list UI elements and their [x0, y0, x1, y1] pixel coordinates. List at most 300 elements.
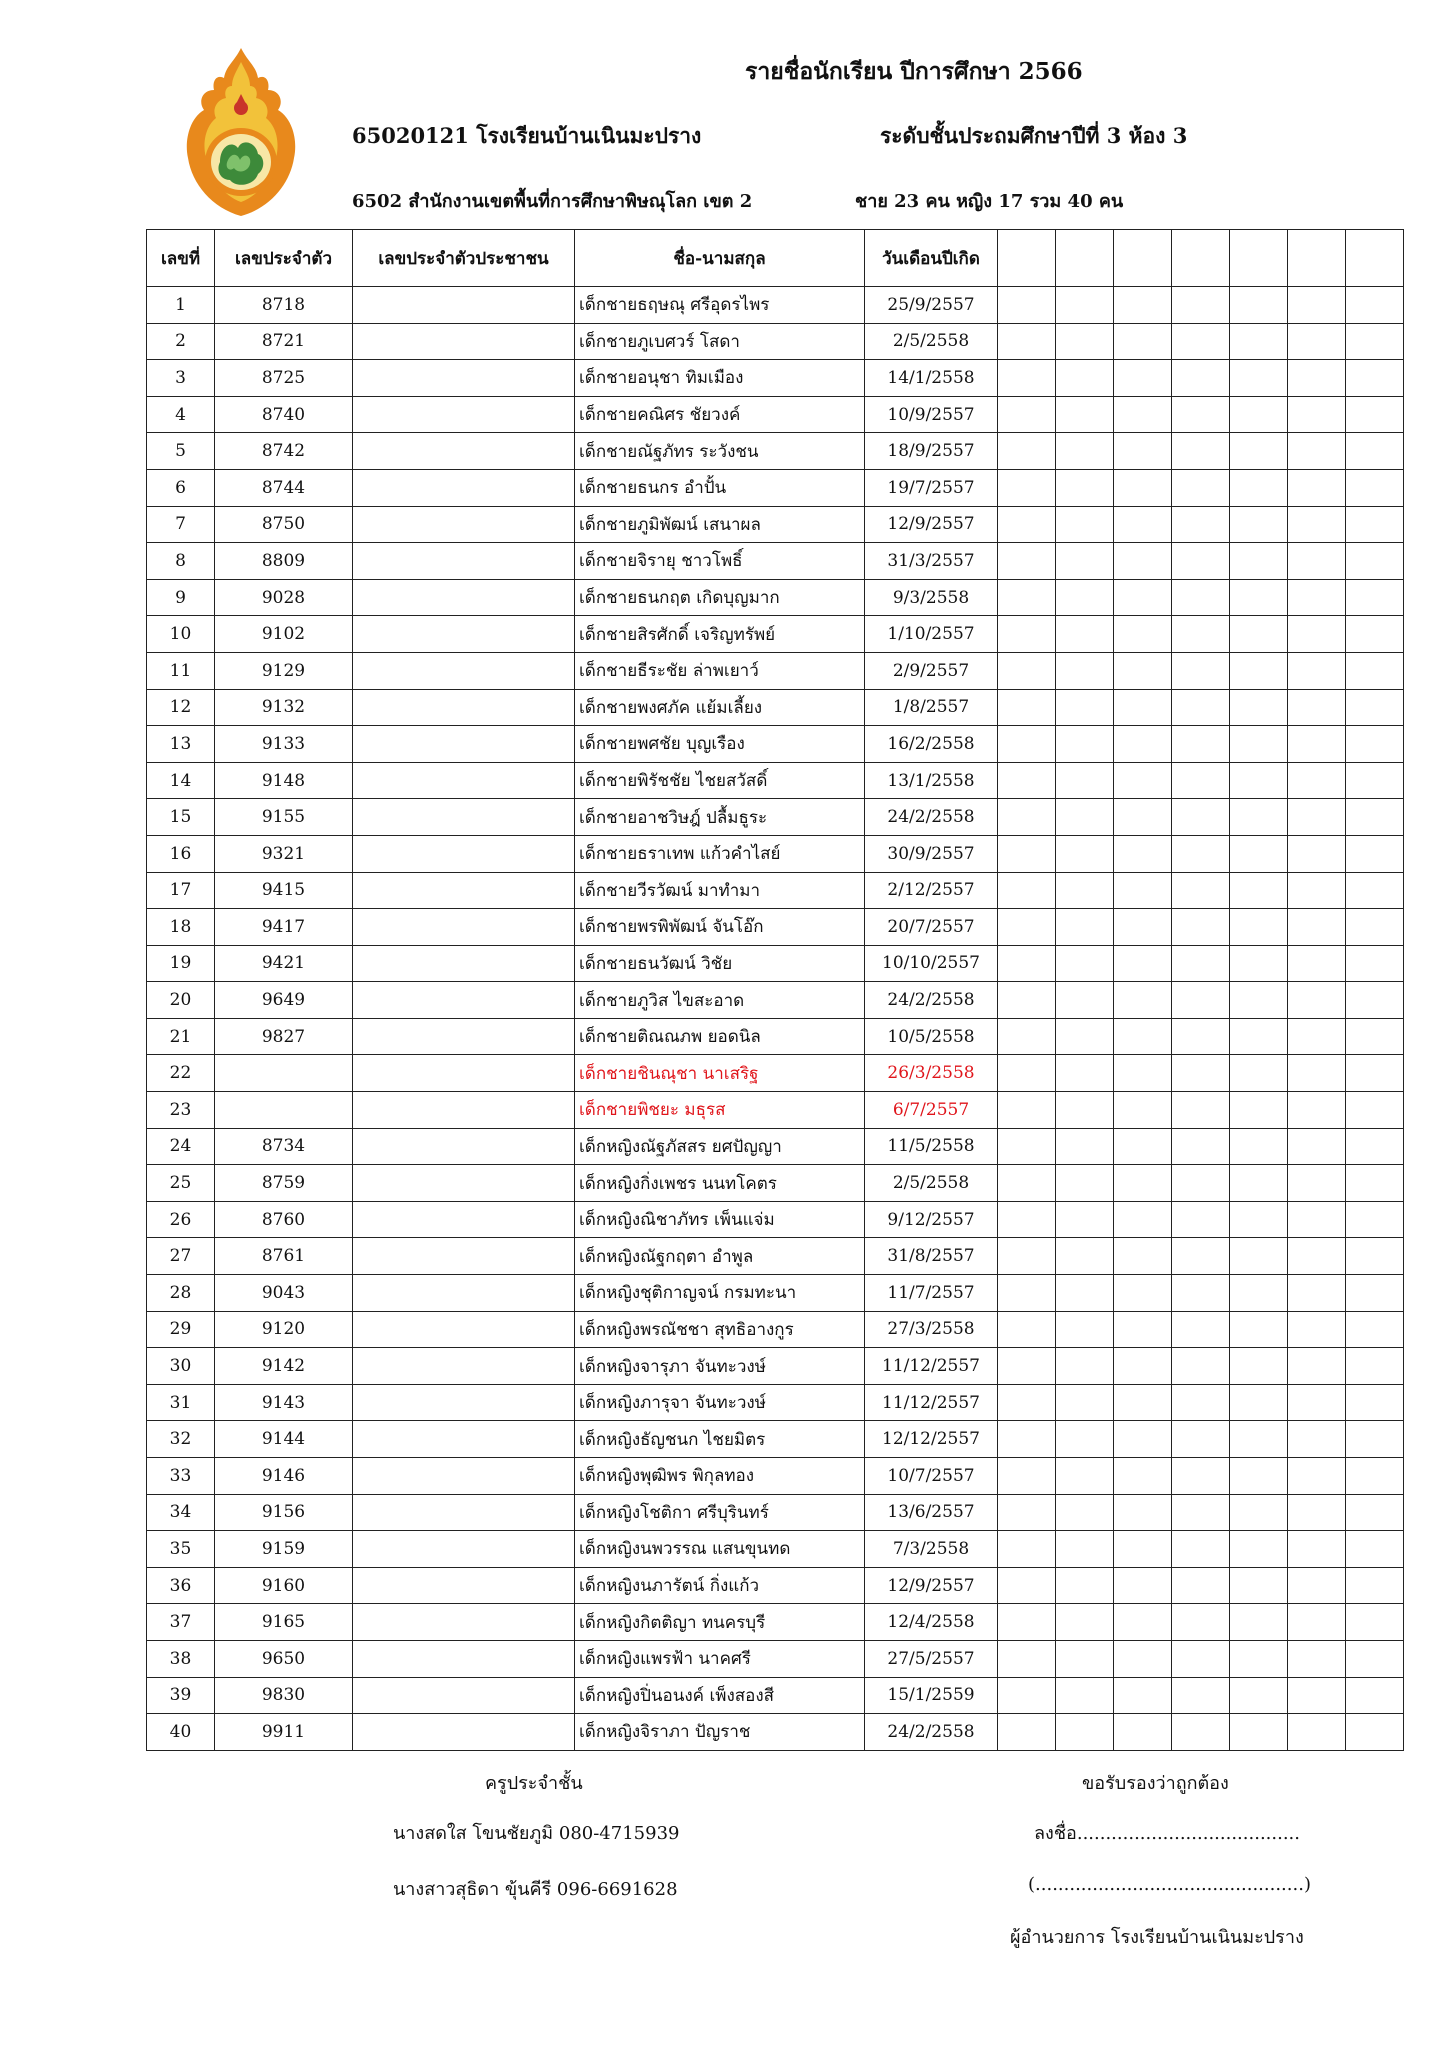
teacher-2-contact: นางสาวสุธิดา ขุ้นคีรี 096-6691628 — [393, 1879, 678, 1900]
cell-national-id — [353, 1238, 575, 1275]
cell-student-id: 9142 — [215, 1348, 353, 1385]
cell-name: เด็กชายวีรวัฒน์ มาทำมา — [575, 872, 865, 909]
table-row — [147, 506, 1404, 543]
cell-student-id: 9043 — [215, 1275, 353, 1312]
cell-blank — [1230, 1714, 1288, 1751]
cell-blank — [998, 1165, 1056, 1202]
cell-blank — [1346, 1165, 1404, 1202]
cell-no: 37 — [147, 1604, 215, 1641]
cell-student-id: 9155 — [215, 799, 353, 836]
cell-name: เด็กชายธราเทพ แก้วคำไสย์ — [575, 835, 865, 872]
cell-no: 9 — [147, 579, 215, 616]
cell-name: เด็กหญิงโชติกา ศรีบุรินทร์ — [575, 1494, 865, 1531]
table-row — [147, 469, 1404, 506]
header-dob: วันเดือนปีเกิด — [865, 230, 998, 287]
cell-student-id: 9650 — [215, 1640, 353, 1677]
cell-blank — [1230, 1275, 1288, 1312]
cell-blank — [1172, 287, 1230, 324]
table-row — [147, 1604, 1404, 1641]
cell-blank — [998, 506, 1056, 543]
cell-name: เด็กหญิงธัญชนก ไชยมิตร — [575, 1421, 865, 1458]
cell-dob: 15/1/2559 — [865, 1677, 998, 1714]
cell-no: 38 — [147, 1640, 215, 1677]
cell-blank — [1114, 1201, 1172, 1238]
cell-blank — [1114, 1018, 1172, 1055]
cell-blank — [1114, 1640, 1172, 1677]
cell-blank — [1172, 689, 1230, 726]
cell-national-id — [353, 1677, 575, 1714]
cell-national-id — [353, 982, 575, 1019]
cell-dob: 24/2/2558 — [865, 982, 998, 1019]
cell-blank — [998, 1677, 1056, 1714]
cell-blank — [1346, 1055, 1404, 1092]
cell-dob: 31/3/2557 — [865, 543, 998, 580]
cell-blank — [1114, 652, 1172, 689]
cell-national-id — [353, 1165, 575, 1202]
cell-blank — [998, 1567, 1056, 1604]
education-office: 6502 สำนักงานเขตพื้นที่การศึกษาพิษณุโลก เขต 2 — [352, 191, 753, 212]
cell-blank — [1230, 433, 1288, 470]
cell-name: เด็กชายพิชยะ มธุรส — [575, 1092, 865, 1129]
cell-blank — [1230, 469, 1288, 506]
cell-blank — [1230, 287, 1288, 324]
cell-student-id: 9156 — [215, 1494, 353, 1531]
cell-national-id — [353, 469, 575, 506]
cell-name: เด็กหญิงกิตติญา ทนครบุรี — [575, 1604, 865, 1641]
cell-blank — [1346, 872, 1404, 909]
cell-no: 40 — [147, 1714, 215, 1751]
cell-no: 2 — [147, 323, 215, 360]
cell-blank — [1114, 1604, 1172, 1641]
cell-blank — [1114, 616, 1172, 653]
cell-blank — [1346, 1384, 1404, 1421]
school-code-name: 65020121 โรงเรียนบ้านเนินมะปราง — [352, 123, 702, 148]
cell-blank — [1172, 1458, 1230, 1495]
cell-blank — [1288, 726, 1346, 763]
cell-no: 10 — [147, 616, 215, 653]
cell-blank — [1172, 1092, 1230, 1129]
cell-name: เด็กชายสิรศักดิ์ เจริญทรัพย์ — [575, 616, 865, 653]
cell-student-id: 8809 — [215, 543, 353, 580]
cell-national-id — [353, 616, 575, 653]
cell-national-id — [353, 1640, 575, 1677]
table-row — [147, 433, 1404, 470]
cell-blank — [1230, 1494, 1288, 1531]
cell-name: เด็กชายพงศภัค แย้มเลี้ยง — [575, 689, 865, 726]
cell-blank — [1230, 1458, 1288, 1495]
table-row — [147, 652, 1404, 689]
cell-no: 1 — [147, 287, 215, 324]
cell-name: เด็กหญิงนพวรรณ แสนขุนทด — [575, 1531, 865, 1568]
cell-blank — [1056, 1275, 1114, 1312]
cell-no: 29 — [147, 1311, 215, 1348]
cell-blank — [1230, 1604, 1288, 1641]
cell-blank — [1230, 616, 1288, 653]
cell-student-id: 9146 — [215, 1458, 353, 1495]
cell-blank — [1346, 1128, 1404, 1165]
table-row — [147, 909, 1404, 946]
cell-name: เด็กหญิงพุฒิพร พิกุลทอง — [575, 1458, 865, 1495]
cell-blank — [998, 1238, 1056, 1275]
cell-national-id — [353, 287, 575, 324]
cell-blank — [1172, 1567, 1230, 1604]
header-name: ชื่อ-นามสกุล — [575, 230, 865, 287]
cell-blank — [1172, 1677, 1230, 1714]
cell-blank — [1288, 1604, 1346, 1641]
cell-no: 39 — [147, 1677, 215, 1714]
cell-no: 24 — [147, 1128, 215, 1165]
cell-blank — [1172, 945, 1230, 982]
cell-no: 16 — [147, 835, 215, 872]
cell-student-id: 9148 — [215, 762, 353, 799]
cell-blank — [1172, 1494, 1230, 1531]
cell-blank — [1056, 1055, 1114, 1092]
cell-blank — [1288, 945, 1346, 982]
cell-blank — [1114, 1165, 1172, 1202]
cell-blank — [1346, 1421, 1404, 1458]
cell-dob: 12/9/2557 — [865, 1567, 998, 1604]
cell-dob: 12/12/2557 — [865, 1421, 998, 1458]
cell-blank — [1288, 506, 1346, 543]
cell-name: เด็กชายภูวิส ไขสะอาด — [575, 982, 865, 1019]
cell-blank — [1172, 469, 1230, 506]
cell-student-id: 9129 — [215, 652, 353, 689]
cell-blank — [998, 287, 1056, 324]
cell-student-id: 8744 — [215, 469, 353, 506]
table-row — [147, 1567, 1404, 1604]
cell-blank — [1288, 1201, 1346, 1238]
cell-student-id: 9159 — [215, 1531, 353, 1568]
cell-blank — [1172, 616, 1230, 653]
cell-national-id — [353, 396, 575, 433]
cell-blank — [1056, 726, 1114, 763]
cell-blank — [1114, 835, 1172, 872]
teacher-1-contact: นางสดใส โขนชัยภูมิ 080-4715939 — [393, 1823, 680, 1844]
cell-blank — [1288, 1348, 1346, 1385]
cell-blank — [1288, 1421, 1346, 1458]
cell-blank — [1346, 909, 1404, 946]
cell-dob: 12/4/2558 — [865, 1604, 998, 1641]
cell-blank — [1056, 543, 1114, 580]
cell-dob: 9/3/2558 — [865, 579, 998, 616]
cell-blank — [1114, 360, 1172, 397]
cell-national-id — [353, 872, 575, 909]
cell-no: 7 — [147, 506, 215, 543]
cell-name: เด็กหญิงจิราภา ปัญราช — [575, 1714, 865, 1751]
cell-student-id: 9417 — [215, 909, 353, 946]
cell-dob: 18/9/2557 — [865, 433, 998, 470]
cell-national-id — [353, 1092, 575, 1129]
emblem-icon — [176, 44, 306, 220]
cell-student-id: 8725 — [215, 360, 353, 397]
cell-national-id — [353, 1494, 575, 1531]
cell-blank — [1056, 287, 1114, 324]
cell-blank — [998, 689, 1056, 726]
cell-name: เด็กชายชินณุชา นาเสริฐ — [575, 1055, 865, 1092]
cell-blank — [1114, 762, 1172, 799]
cell-name: เด็กชายคณิศร ชัยวงค์ — [575, 396, 865, 433]
cell-no: 33 — [147, 1458, 215, 1495]
cell-blank — [1288, 1677, 1346, 1714]
cell-blank — [1056, 689, 1114, 726]
cell-blank — [1288, 799, 1346, 836]
cell-dob: 27/5/2557 — [865, 1640, 998, 1677]
table-row — [147, 1311, 1404, 1348]
cell-blank — [1288, 1165, 1346, 1202]
table-row — [147, 1714, 1404, 1751]
cell-blank — [1114, 1238, 1172, 1275]
cell-blank — [998, 1275, 1056, 1312]
cell-dob: 2/9/2557 — [865, 652, 998, 689]
cell-name: เด็กหญิงณัฐกฤตา อำพูล — [575, 1238, 865, 1275]
cell-blank — [1288, 1238, 1346, 1275]
cell-blank — [1346, 945, 1404, 982]
cell-blank — [1230, 1567, 1288, 1604]
cell-name: เด็กหญิงกิ่งเพชร นนทโคตร — [575, 1165, 865, 1202]
cell-blank — [1288, 982, 1346, 1019]
cell-blank — [1056, 982, 1114, 1019]
cell-blank — [998, 1128, 1056, 1165]
cell-name: เด็กหญิงปิ่นอนงค์ เพ็งสองสี — [575, 1677, 865, 1714]
cell-name: เด็กชายธนกร อำปั้น — [575, 469, 865, 506]
header-national-id: เลขประจำตัวประชาชน — [353, 230, 575, 287]
cell-blank — [998, 469, 1056, 506]
cell-blank — [998, 323, 1056, 360]
cell-dob: 24/2/2558 — [865, 799, 998, 836]
table-row — [147, 1055, 1404, 1092]
cell-blank — [1288, 835, 1346, 872]
cell-blank — [1346, 1311, 1404, 1348]
cell-blank — [1288, 396, 1346, 433]
cell-blank — [998, 1458, 1056, 1495]
table-row — [147, 1165, 1404, 1202]
header-blank — [1230, 230, 1288, 287]
cell-blank — [1056, 323, 1114, 360]
cell-no: 8 — [147, 543, 215, 580]
cell-no: 35 — [147, 1531, 215, 1568]
cell-blank — [1056, 1531, 1114, 1568]
cell-blank — [1230, 652, 1288, 689]
cell-blank — [1288, 1092, 1346, 1129]
cell-student-id: 9165 — [215, 1604, 353, 1641]
cell-name: เด็กชายณัฐภัทร ระวังชน — [575, 433, 865, 470]
cell-dob: 11/7/2557 — [865, 1275, 998, 1312]
cell-blank — [1172, 1238, 1230, 1275]
cell-blank — [1114, 1531, 1172, 1568]
cell-blank — [1172, 872, 1230, 909]
cell-blank — [1288, 1311, 1346, 1348]
cell-no: 22 — [147, 1055, 215, 1092]
cell-student-id: 9120 — [215, 1311, 353, 1348]
cell-blank — [1114, 1348, 1172, 1385]
cell-blank — [1346, 396, 1404, 433]
cell-blank — [1114, 872, 1172, 909]
cell-blank — [1172, 1714, 1230, 1751]
cell-dob: 30/9/2557 — [865, 835, 998, 872]
table-row — [147, 1348, 1404, 1385]
cell-blank — [1172, 323, 1230, 360]
cell-blank — [1172, 762, 1230, 799]
cell-blank — [1114, 799, 1172, 836]
cell-student-id: 9143 — [215, 1384, 353, 1421]
cell-blank — [1114, 1275, 1172, 1312]
table-row — [147, 1384, 1404, 1421]
cell-blank — [1172, 543, 1230, 580]
cell-no: 19 — [147, 945, 215, 982]
cell-blank — [1056, 360, 1114, 397]
cell-name: เด็กชายภูเบศวร์ โสดา — [575, 323, 865, 360]
signatory-name-line: (...............................................) — [1028, 1874, 1311, 1895]
cell-blank — [1230, 1128, 1288, 1165]
cell-no: 11 — [147, 652, 215, 689]
cell-student-id: 9827 — [215, 1018, 353, 1055]
cell-blank — [1230, 506, 1288, 543]
cell-blank — [1346, 652, 1404, 689]
cell-blank — [1172, 909, 1230, 946]
cell-blank — [1288, 652, 1346, 689]
cell-blank — [1230, 945, 1288, 982]
table-row — [147, 1531, 1404, 1568]
cell-blank — [1114, 579, 1172, 616]
cell-blank — [1172, 1165, 1230, 1202]
cell-blank — [1056, 1677, 1114, 1714]
cell-name: เด็กชายธนวัฒน์ วิชัย — [575, 945, 865, 982]
cell-student-id: 9144 — [215, 1421, 353, 1458]
cell-blank — [1230, 323, 1288, 360]
cell-student-id: 8734 — [215, 1128, 353, 1165]
certification-heading: ขอรับรองว่าถูกต้อง — [1082, 1773, 1229, 1794]
cell-blank — [1056, 1348, 1114, 1385]
cell-blank — [998, 1531, 1056, 1568]
cell-blank — [1056, 1092, 1114, 1129]
cell-dob: 26/3/2558 — [865, 1055, 998, 1092]
cell-blank — [1230, 689, 1288, 726]
cell-name: เด็กชายธีระชัย ล่าพเยาว์ — [575, 652, 865, 689]
cell-student-id: 9132 — [215, 689, 353, 726]
cell-blank — [1288, 1018, 1346, 1055]
cell-blank — [1346, 1458, 1404, 1495]
cell-blank — [1056, 616, 1114, 653]
table-header-row — [147, 230, 1404, 287]
cell-blank — [1288, 1567, 1346, 1604]
cell-blank — [1346, 360, 1404, 397]
cell-blank — [1056, 1567, 1114, 1604]
table-row — [147, 1128, 1404, 1165]
cell-blank — [1288, 762, 1346, 799]
cell-student-id: 9415 — [215, 872, 353, 909]
cell-blank — [998, 726, 1056, 763]
cell-national-id — [353, 799, 575, 836]
cell-blank — [1346, 1640, 1404, 1677]
cell-blank — [1288, 469, 1346, 506]
cell-blank — [1230, 1201, 1288, 1238]
cell-blank — [1288, 323, 1346, 360]
cell-no: 28 — [147, 1275, 215, 1312]
cell-no: 21 — [147, 1018, 215, 1055]
cell-no: 27 — [147, 1238, 215, 1275]
cell-blank — [1056, 799, 1114, 836]
cell-dob: 2/12/2557 — [865, 872, 998, 909]
cell-dob: 1/10/2557 — [865, 616, 998, 653]
cell-blank — [1056, 1238, 1114, 1275]
cell-no: 3 — [147, 360, 215, 397]
cell-blank — [1114, 726, 1172, 763]
cell-blank — [1346, 1348, 1404, 1385]
cell-blank — [1230, 726, 1288, 763]
cell-blank — [1172, 1201, 1230, 1238]
cell-blank — [1114, 1567, 1172, 1604]
cell-national-id — [353, 652, 575, 689]
cell-blank — [1230, 799, 1288, 836]
cell-blank — [1172, 835, 1230, 872]
cell-blank — [1346, 1567, 1404, 1604]
cell-blank — [1056, 469, 1114, 506]
cell-blank — [1346, 506, 1404, 543]
cell-blank — [1230, 1092, 1288, 1129]
cell-blank — [1172, 1348, 1230, 1385]
header-blank — [1288, 230, 1346, 287]
cell-blank — [998, 1640, 1056, 1677]
cell-name: เด็กหญิงพรณัชชา สุทธิอางกูร — [575, 1311, 865, 1348]
table-row — [147, 799, 1404, 836]
cell-blank — [1346, 543, 1404, 580]
cell-blank — [998, 982, 1056, 1019]
cell-dob: 11/5/2558 — [865, 1128, 998, 1165]
table-row — [147, 579, 1404, 616]
cell-blank — [1230, 1238, 1288, 1275]
cell-blank — [998, 543, 1056, 580]
cell-blank — [998, 909, 1056, 946]
table-row — [147, 726, 1404, 763]
cell-dob: 1/8/2557 — [865, 689, 998, 726]
cell-blank — [1230, 1055, 1288, 1092]
cell-blank — [1172, 1531, 1230, 1568]
cell-blank — [1114, 1458, 1172, 1495]
cell-blank — [1172, 1384, 1230, 1421]
cell-blank — [1346, 1494, 1404, 1531]
cell-blank — [1056, 1421, 1114, 1458]
cell-blank — [1172, 982, 1230, 1019]
cell-no: 32 — [147, 1421, 215, 1458]
cell-national-id — [353, 1311, 575, 1348]
cell-student-id: 9160 — [215, 1567, 353, 1604]
cell-blank — [1114, 982, 1172, 1019]
cell-blank — [1114, 396, 1172, 433]
cell-blank — [1172, 396, 1230, 433]
cell-blank — [1056, 762, 1114, 799]
cell-blank — [1172, 506, 1230, 543]
cell-blank — [1346, 1531, 1404, 1568]
cell-student-id: 8761 — [215, 1238, 353, 1275]
cell-dob: 10/5/2558 — [865, 1018, 998, 1055]
cell-blank — [1346, 726, 1404, 763]
cell-no: 20 — [147, 982, 215, 1019]
header-no: เลขที่ — [147, 230, 215, 287]
cell-national-id — [353, 543, 575, 580]
cell-blank — [998, 396, 1056, 433]
cell-no: 31 — [147, 1384, 215, 1421]
cell-blank — [1346, 1201, 1404, 1238]
cell-blank — [998, 1055, 1056, 1092]
cell-blank — [1056, 945, 1114, 982]
cell-blank — [998, 1311, 1056, 1348]
cell-blank — [1056, 1640, 1114, 1677]
cell-blank — [1346, 469, 1404, 506]
table-row — [147, 1092, 1404, 1129]
cell-blank — [1114, 1677, 1172, 1714]
cell-blank — [1288, 1458, 1346, 1495]
cell-student-id: 8742 — [215, 433, 353, 470]
